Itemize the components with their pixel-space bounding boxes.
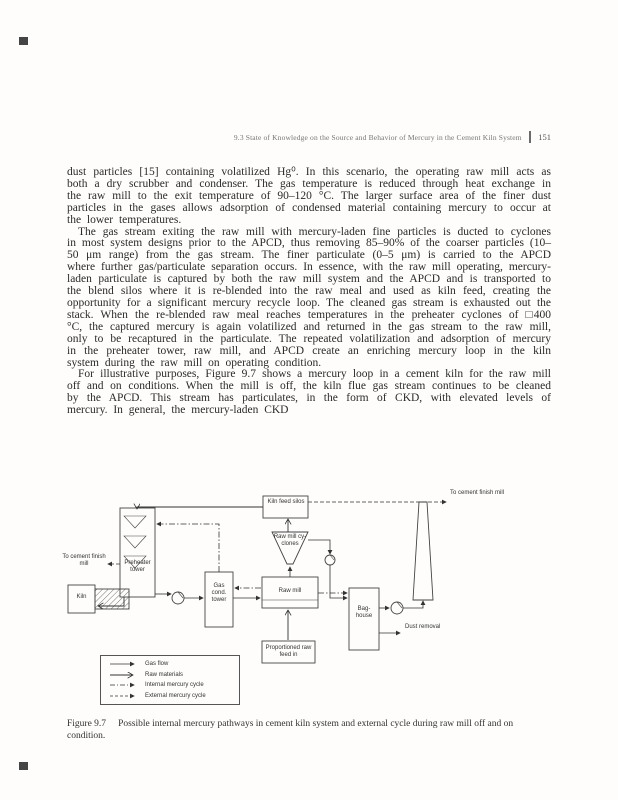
diagram-legend	[100, 655, 240, 705]
internal-mercury-cycle-lines	[157, 524, 347, 593]
label-gas-cond-tower: Gas cond. tower	[211, 583, 227, 604]
label-proportioned-raw-feed: Proportioned raw feed in	[265, 645, 312, 659]
legend-dashed-arrow-icon	[109, 692, 139, 700]
header-divider	[529, 131, 532, 143]
section-title: 9.3 State of Knowledge on the Source and Behavior of Mercury in the Cement Kiln System	[233, 132, 522, 142]
equipment-shapes	[68, 496, 433, 663]
legend-solid-arrow-icon	[109, 660, 139, 668]
paragraph-3: For illustrative purposes, Figure 9.7 shows a mercury loop in a cement kiln for the raw mill off and on conditions. When the mill is off, the kiln flue gas stream continues to be cleaned by the APCD. This stream has particulates, in the form of CKD, with elevated levels of mercury. In general, the mercury-laden CKD	[67, 368, 551, 417]
body-text	[67, 167, 551, 417]
paragraph-2: The gas stream exiting the raw mill with mercury-laden fine particles is ducted to cyclones in most system designs prior to the APCD, thus removing 85–90% of the coarser particles (10–50 μm range) from the gas stream. The finer particulate (0–5 μm) is carried to the APCD where further gas/particulate separation occurs. In essence, with the raw mill operating, mercury-laden particulate is captured by both the raw mill system and the APCD and is transported to the blend silos where it is re-blended into the raw meal and used as kiln feed, creating the opportunity for a significant mercury recycle loop. The cleaned gas stream is exhausted out the stack. When the re-blended raw meal reaches temperatures in the preheater cyclones of □400 °C, the captured mercury is again volatilized and returned in the gas stream to the raw mill, only to be recaptured in the particulate. The repeated volatilization and adsorption of mercury in the preheater tower, raw mill, and APCD create an enriching mercury loop in the kiln system during the raw mill on operating condition.	[67, 225, 551, 369]
label-preheater-tower: Preheater tower	[124, 560, 151, 574]
label-raw-mill-cyclones: Raw mill cy- clones	[273, 534, 307, 548]
legend-row-gas-flow	[109, 660, 235, 668]
legend-open-arrow-icon	[109, 671, 139, 679]
legend-label-raw-materials: Raw materials	[145, 671, 184, 678]
legend-label-external-cycle: External mercury cycle	[145, 692, 206, 699]
legend-dashdot-arrow-icon	[109, 681, 139, 689]
fan-icon	[391, 602, 403, 614]
label-to-cement-finish-mill-left: To cement finish mill	[62, 554, 106, 568]
scan-registration-mark-bottom	[19, 762, 28, 770]
legend-row-raw-materials	[109, 671, 235, 679]
figure-9-7-diagram	[62, 488, 562, 716]
stack-shape	[413, 502, 433, 600]
label-baghouse: Bag- house	[355, 606, 373, 620]
figure-caption-text: Possible internal mercury pathways in cement kiln system and external cycle during raw mill off and on condition.	[67, 719, 514, 741]
figure-caption-label: Figure 9.7	[67, 719, 107, 729]
preheater-tower-box	[120, 508, 155, 597]
legend-label-internal-cycle: Internal mercury cycle	[145, 682, 204, 688]
legend-row-internal-cycle	[109, 681, 235, 689]
figure-caption	[67, 719, 551, 742]
external-mercury-cycle-lines	[108, 502, 446, 564]
label-raw-mill: Raw mill	[278, 588, 302, 594]
fan-icon	[172, 592, 184, 604]
page-number: 151	[538, 132, 551, 142]
paragraph-1: dust particles [15] containing volatilized Hg⁰. In this scenario, the operating raw mill acts as both a dry scrubber and condenser. The gas temperature is reduced through heat exchange in the raw mill to the exit temperature of 90–120 °C. The larger surface area of the finer dust particles in the gases allows adsorption of condensed material containing mercury to occur at the lower temperatures.	[67, 166, 551, 226]
legend-label-gas-flow: Gas flow	[145, 661, 169, 667]
legend-row-external-cycle	[109, 692, 235, 700]
label-dust-removal: Dust removal	[405, 624, 441, 630]
running-header	[67, 131, 551, 143]
fan-icon	[325, 555, 335, 565]
label-kiln: Kiln	[76, 594, 87, 600]
scan-registration-mark-top	[19, 37, 28, 45]
label-kiln-feed-silos: Kiln feed silos	[267, 499, 305, 505]
label-to-cement-finish-mill-top: To cement finish mill	[450, 490, 505, 496]
gas-flow-lines	[155, 540, 423, 633]
